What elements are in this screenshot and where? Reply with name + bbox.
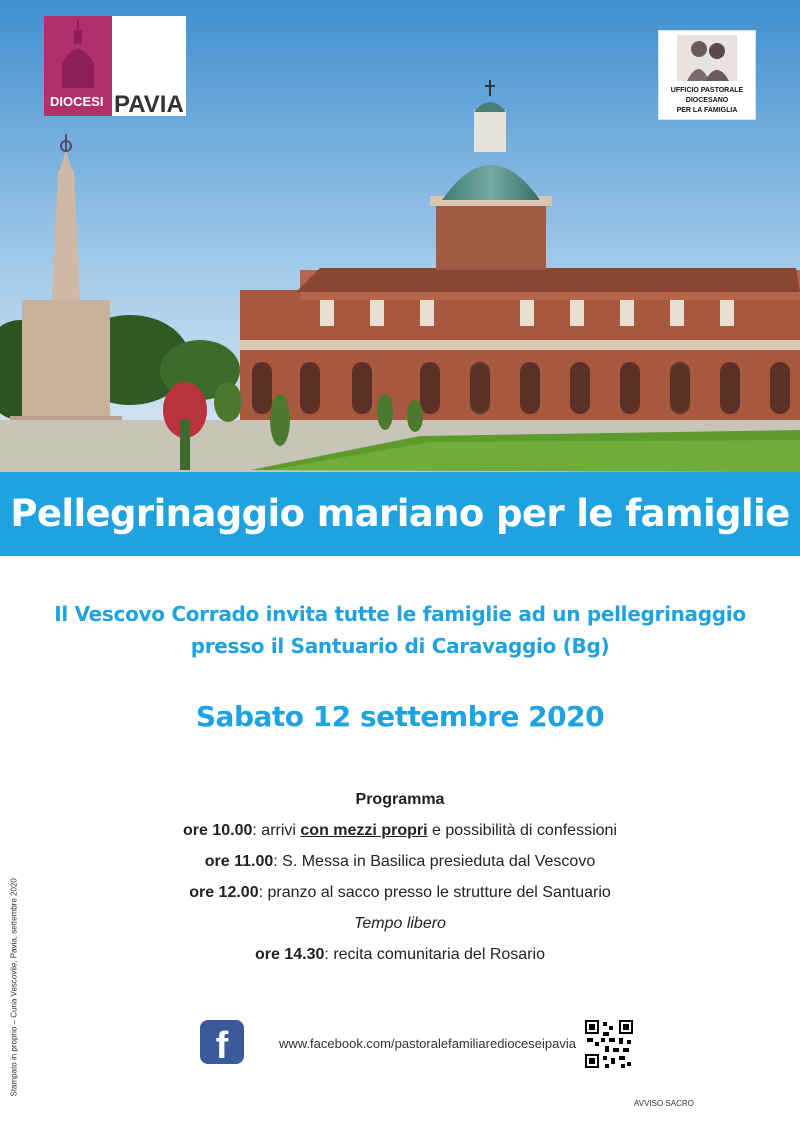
banner-title: Pellegrinaggio mariano per le famiglie [10,492,790,535]
facebook-link[interactable]: www.facebook.com/pastoralefamiliaredioceseipavia [279,1036,576,1051]
intro-line-1: Il Vescovo Corrado invita tutte le famiglie ad un pellegrinaggio [54,602,746,626]
logo-di-text: di [104,108,111,117]
facebook-icon[interactable]: f [200,1020,244,1064]
row-text: : recita comunitaria del Rosario [324,946,545,963]
highlight: con mezzi propri [300,822,428,839]
row-text: : arrivi [252,822,301,839]
intro-line-2: presso il Santuario di Caravaggio (Bg) [190,634,610,658]
row-text: e possibilità di confessioni [427,822,617,839]
logo-diocesi-text: DIOCESI [50,94,104,109]
title-banner [0,472,800,556]
dome-icon [44,16,112,92]
holy-family-icon [677,35,737,81]
qr-code-icon[interactable] [585,1020,633,1068]
ufficio-line-3: PER LA FAMIGLIA [676,107,738,114]
row-text: : pranzo al sacco presso le strutture del Santuario [258,884,611,901]
ufficio-line-2: DIOCESANO [685,97,729,104]
intro-text [0,598,800,662]
time: ore 10.00 [183,822,253,839]
logo-pavia-text: PAVIA [114,91,184,118]
programma-heading: Programma [355,791,445,808]
programma-row [0,939,800,970]
programma-row [0,908,800,939]
ufficio-line-1: UFFICIO PASTORALE [670,87,744,94]
time: ore 14.30 [255,946,325,963]
programma-row [0,846,800,877]
time: ore 11.00 [204,853,274,870]
programma-row [0,877,800,908]
row-text: : S. Messa in Basilica presieduta dal Vescovo [273,853,596,870]
event-date: Sabato 12 settembre 2020 [195,700,605,733]
programma-row [0,815,800,846]
ufficio-pastorale-logo [658,30,756,120]
diocesi-pavia-logo [44,16,186,116]
programma [0,784,800,970]
row-text: Tempo libero [354,915,446,932]
side-imprint: Stampato in proprio – Curia Vescovile, Pavia, settembre 2020 [9,878,19,1097]
avviso-sacro: AVVISO SACRO [634,1099,694,1108]
time: ore 12.00 [189,884,259,901]
